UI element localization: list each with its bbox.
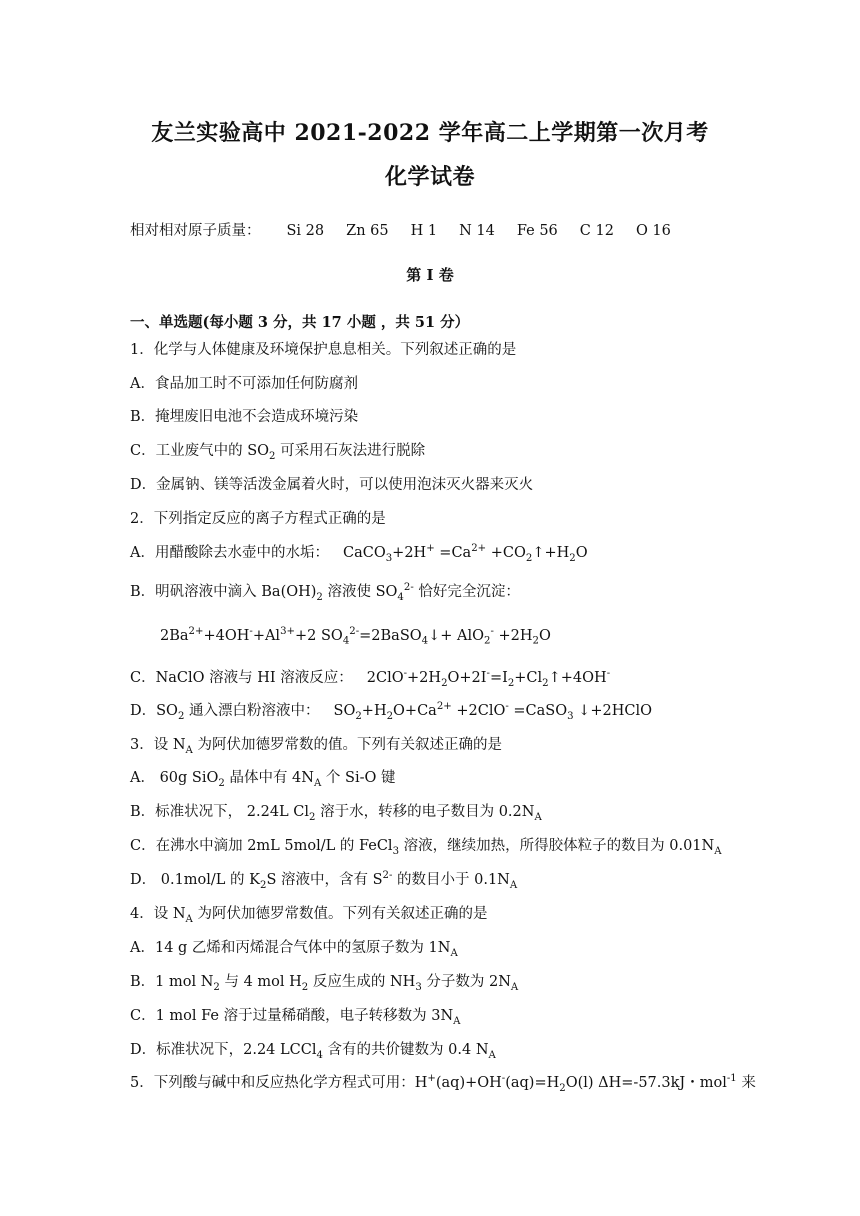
question-5-stem: 5．下列酸与碱中和反应热化学方程式可用：$H^+(aq)+OH^-(aq)=H_2O(l)$ ΔH=-57.3kJ・mol$^{-1}$ 来: [130, 1073, 756, 1094]
question-1-option-b: B．掩埋废旧电池不会造成环境污染: [130, 409, 359, 425]
atomic-mass-item: Fe 56: [516, 223, 558, 239]
question-3-stem: 3．设 $N_A$ 为阿伏加德罗常数的值。下列有关叙述正确的是: [130, 737, 502, 756]
atomic-mass-item: Si 28: [286, 223, 325, 239]
exam-subtitle: 化学试卷: [384, 164, 475, 190]
atomic-mass-item: H 1: [410, 223, 438, 239]
question-1-option-a: A．食品加工时不可添加任何防腐剂: [130, 376, 358, 392]
atomic-mass-item: N 14: [459, 223, 495, 239]
question-2-option-b: B．明矾溶液中滴入 $Ba(OH)_2$ 溶液使 $SO_4^{2-}$ 恰好完全沉淀：: [130, 582, 520, 603]
question-4-option-a: A．14 g 乙烯和丙烯混合气体中的氢原子数为 $1N_A$: [130, 940, 458, 959]
question-1-option-d: D．金属钠、镁等活泼金属着火时，可以使用泡沫灭火器来灭火: [130, 477, 534, 493]
part-label: 第 I 卷: [406, 266, 454, 284]
question-4-option-c: C．1 mol Fe 溶于过量稀硝酸，电子转移数为 $3N_A$: [130, 1008, 461, 1027]
exam-title: 友兰实验高中 2021-2022 学年高二上学期第一次月考: [151, 120, 709, 146]
question-1-option-c: C．工业废气中的 $SO_2$ 可采用石灰法进行脱除: [130, 443, 426, 462]
question-3-option-d: D． 0.1mol/L 的 $K_2S$ 溶液中，含有 $S^{2-}$ 的数目小于 $0.1N_A$: [130, 870, 518, 891]
atomic-mass-item: Zn 65: [346, 223, 389, 239]
section-heading: 一、单选题(每小题 3 分，共 17 小题 ，共 51 分）: [130, 314, 470, 331]
question-2-option-b-equation: $2Ba^{2+}+4OH^-+Al^{3+}+2$ $SO_4^{2-}=2BaSO_4↓+ AlO_2^- +2H_2O$: [160, 626, 551, 647]
question-1-stem: 1．化学与人体健康及环境保护息息相关。下列叙述正确的是: [130, 342, 517, 358]
question-3-option-c: C．在沸水中滴加 2mL 5mol/L 的 FeCl$_3$ 溶液，继续加热，所得胶体粒子的数目为 $0.01N_A$: [130, 838, 722, 857]
atomic-masses-label: 相对相对原子质量：: [130, 223, 261, 239]
question-2-option-c: C．NaClO 溶液与 HI 溶液反应： $2ClO^-+2H_2O+2I^-=I_2+Cl_2↑+4OH^-$: [130, 668, 611, 689]
atomic-mass-item: C 12: [579, 223, 614, 239]
question-3-option-a: A． 60g SiO$_2$ 晶体中有 $4N_A$ 个 Si-O 键: [130, 770, 396, 789]
question-4-stem: 4．设 $N_A$ 为阿伏加德罗常数值。下列有关叙述正确的是: [130, 906, 488, 925]
question-2-stem: 2．下列指定反应的离子方程式正确的是: [130, 511, 386, 527]
question-3-option-b: B．标准状况下， 2.24L $Cl_2$ 溶于水，转移的电子数目为 $0.2N_A$: [130, 804, 542, 823]
question-2-option-d: D．$SO_2$ 通入漂白粉溶液中： $SO_2+H_2O+Ca^{2+} +2ClO^-$ =CaSO$_3$ ↓+2HClO: [130, 701, 652, 722]
atomic-masses: [130, 219, 693, 240]
question-4-option-d: D．标准状况下，2.24 LCCl$_4$ 含有的共价键数为 0.4 $N_A$: [130, 1042, 496, 1061]
question-2-option-a: A．用醋酸除去水壶中的水垢： CaCO$_3$+2H+ $=Ca^{2+}$ $+CO_2↑+H_2O$: [130, 543, 588, 564]
question-4-option-b: B．1 mol $N_2$ 与 4 mol $H_2$ 反应生成的 $NH_3$ 分子数为 $2N_A$: [130, 974, 519, 993]
atomic-mass-item: O 16: [635, 223, 671, 239]
